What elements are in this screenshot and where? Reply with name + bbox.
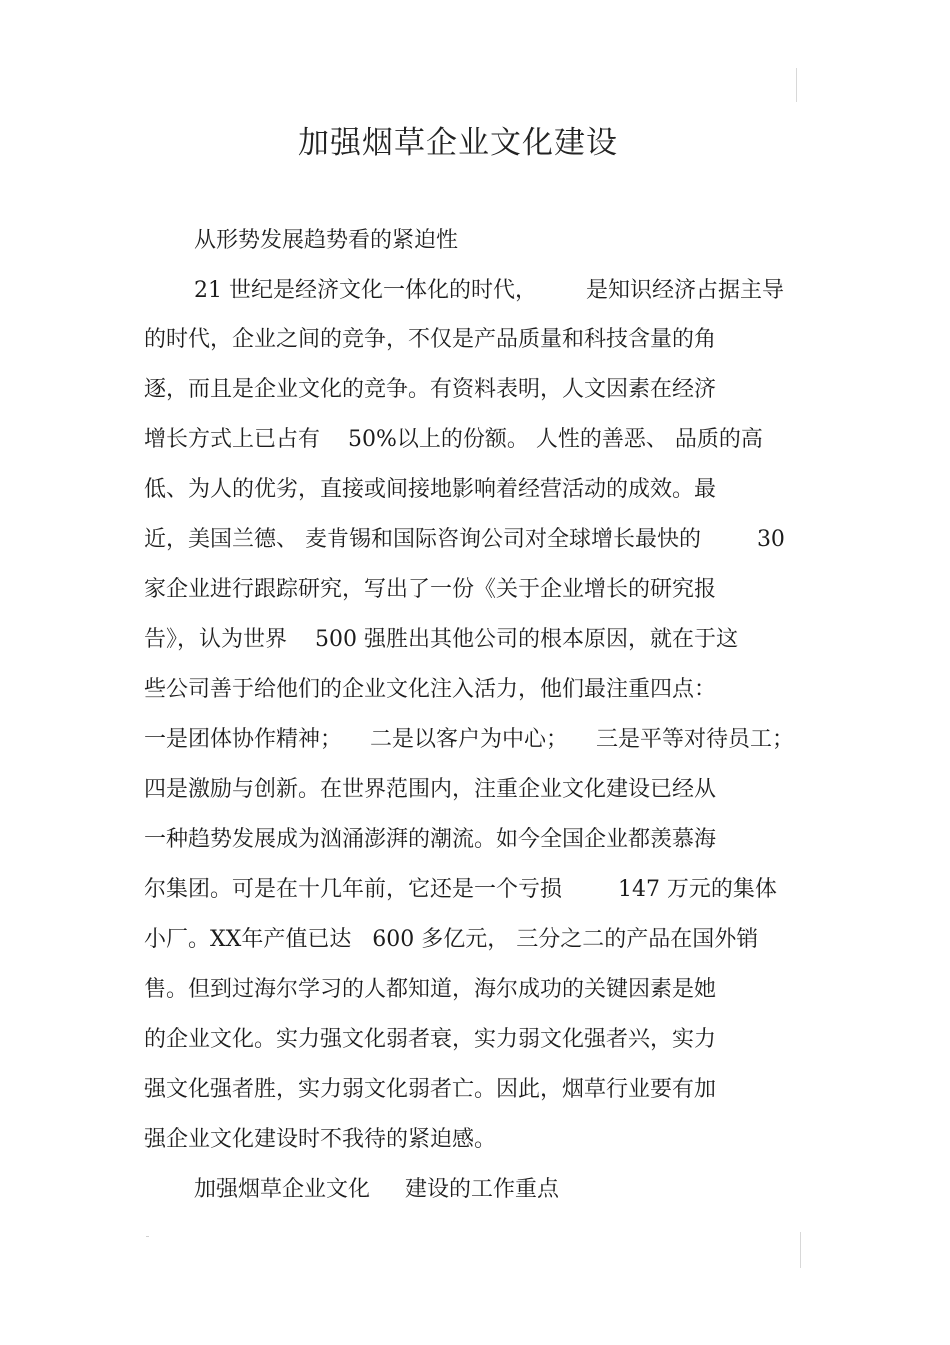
paragraph-line: 尔集团。可是在十几年前，它还是一个亏损 147 万元的集体 [144, 877, 777, 902]
paragraph-line: 一是团体协作精神； 二是以客户为中心； 三是平等对待员工； [144, 727, 794, 752]
paragraph-line: 逐，而且是企业文化的竞争。有资料表明，人文因素在经济 [144, 377, 717, 402]
page-corner-mark-top [796, 68, 797, 102]
section-heading: 从形势发展趋势看的紧迫性 [194, 228, 459, 253]
paragraph-line: 的企业文化。实力强文化弱者衰，实力弱文化强者兴，实力 [144, 1027, 717, 1052]
paragraph-line: 低、为人的优劣，直接或间接地影响着经营活动的成效。最 [144, 477, 717, 502]
paragraph-line: 一种趋势发展成为汹涌澎湃的潮流。如今全国企业都羡慕海 [144, 827, 717, 852]
paragraph-line: 的时代，企业之间的竞争，不仅是产品质量和科技含量的角 [144, 327, 717, 352]
paragraph-line: 21 世纪是经济文化一体化的时代， 是知识经济占据主导 [194, 278, 784, 303]
paragraph-line: 小厂。XX年产值已达 600 多亿元， 三分之二的产品在国外销 [144, 927, 759, 952]
paragraph-line: 增长方式上已占有 50%以上的份额。 人性的善恶、 品质的高 [144, 427, 763, 452]
paragraph-line: 近，美国兰德、 麦肯锡和国际咨询公司对全球增长最快的 30 [144, 527, 785, 552]
page-corner-mark-bottom [800, 1232, 801, 1268]
document-title: 加强烟草企业文化建设 [298, 125, 618, 161]
paragraph-line: 售。但到过海尔学习的人都知道，海尔成功的关键因素是她 [144, 977, 717, 1002]
section-heading: 加强烟草企业文化 建设的工作重点 [194, 1177, 559, 1202]
paragraph-line: 强文化强者胜，实力弱文化弱者亡。因此，烟草行业要有加 [144, 1077, 717, 1102]
paragraph-line: 些公司善于给他们的企业文化注入活力，他们最注重四点： [144, 677, 717, 702]
paragraph-line: 家企业进行跟踪研究，写出了一份《关于企业增长的研究报 [144, 577, 717, 602]
paragraph-line: 强企业文化建设时不我待的紧迫感。 [144, 1127, 497, 1152]
paragraph-line: 四是激励与创新。在世界范围内，注重企业文化建设已经从 [144, 777, 717, 802]
paragraph-line: 告》，认为世界 500 强胜出其他公司的根本原因，就在于这 [144, 627, 738, 652]
page-corner-dot [146, 1236, 149, 1237]
